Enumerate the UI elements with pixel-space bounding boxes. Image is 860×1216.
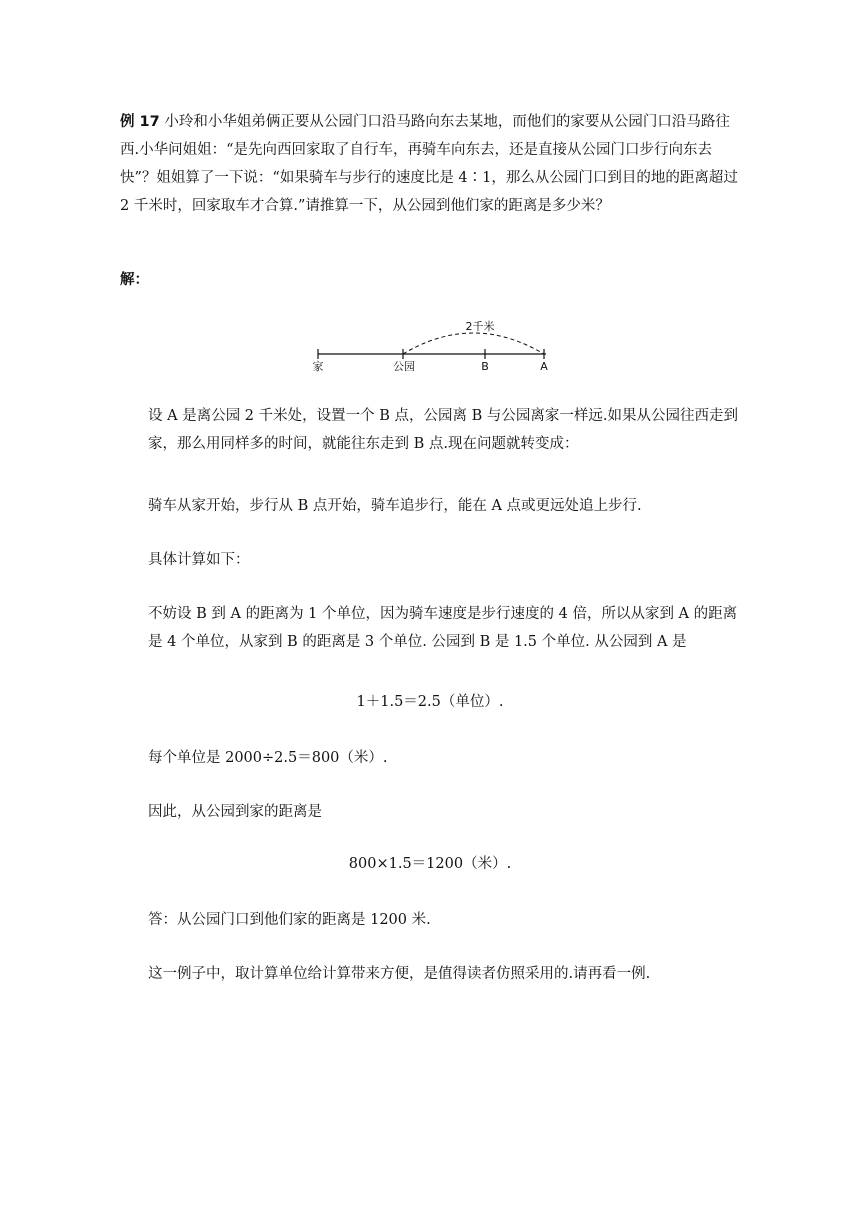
point-label-a: A [540, 360, 548, 373]
arc-label: 2千米 [465, 320, 495, 333]
example-label: 例 17 [120, 114, 160, 130]
point-label-b: B [481, 360, 489, 373]
arc-2km [403, 333, 544, 354]
problem-text: 小玲和小华姐弟俩正要从公园门口沿马路向东去某地，而他们的家要从公园门口沿马路往西.小华问姐姐：“是先向西回家取了自行车，再骑车向东去，还是直接从公园门口步行向东去快”？姐姐算了一下说：“如果骑车与步行的速度比是 4∶1，那么从公园门口到目的地的距离超过 2 千米时，回家取车才合算.”请推算一下，从公园到他们家的距离是多少米？ [120, 114, 738, 214]
answer-paragraph: 答：从公园门口到他们家的距离是 1200 米. [148, 912, 431, 928]
paragraph: 这一例子中，取计算单位给计算带来方便，是值得读者仿照采用的.请再看一例. [148, 966, 651, 982]
paragraph: 不妨设 B 到 A 的距离为 1 个单位，因为骑车速度是步行速度的 4 倍，所以从家到 A 的距离是 4 个单位，从家到 B 的距离是 3 个单位. 公园到 B 是 1.5 个单位. 从公园到 A 是 [148, 606, 738, 650]
point-label-home: 家 [312, 360, 324, 373]
paragraph: 每个单位是 2000÷2.5＝800（米）. [148, 750, 388, 766]
equation: 1＋1.5＝2.5（单位）. [356, 694, 504, 710]
problem-statement [120, 108, 740, 220]
paragraph: 因此，从公园到家的距离是 [148, 804, 322, 820]
point-label-park: 公园 [393, 360, 415, 373]
paragraph: 骑车从家开始，步行从 B 点开始，骑车追步行，能在 A 点或更远处追上步行. [148, 498, 642, 514]
solution-heading: 解： [120, 272, 149, 288]
paragraph: 设 A 是离公园 2 千米处，设置一个 B 点，公园离 B 与公园离家一样远.如果从公园往西走到家，那么用同样多的时间，就能往东走到 B 点.现在问题就转变成： [148, 408, 738, 452]
distance-diagram [300, 312, 560, 382]
equation: 800×1.5＝1200（米）. [348, 856, 512, 872]
paragraph: 具体计算如下： [148, 552, 250, 568]
